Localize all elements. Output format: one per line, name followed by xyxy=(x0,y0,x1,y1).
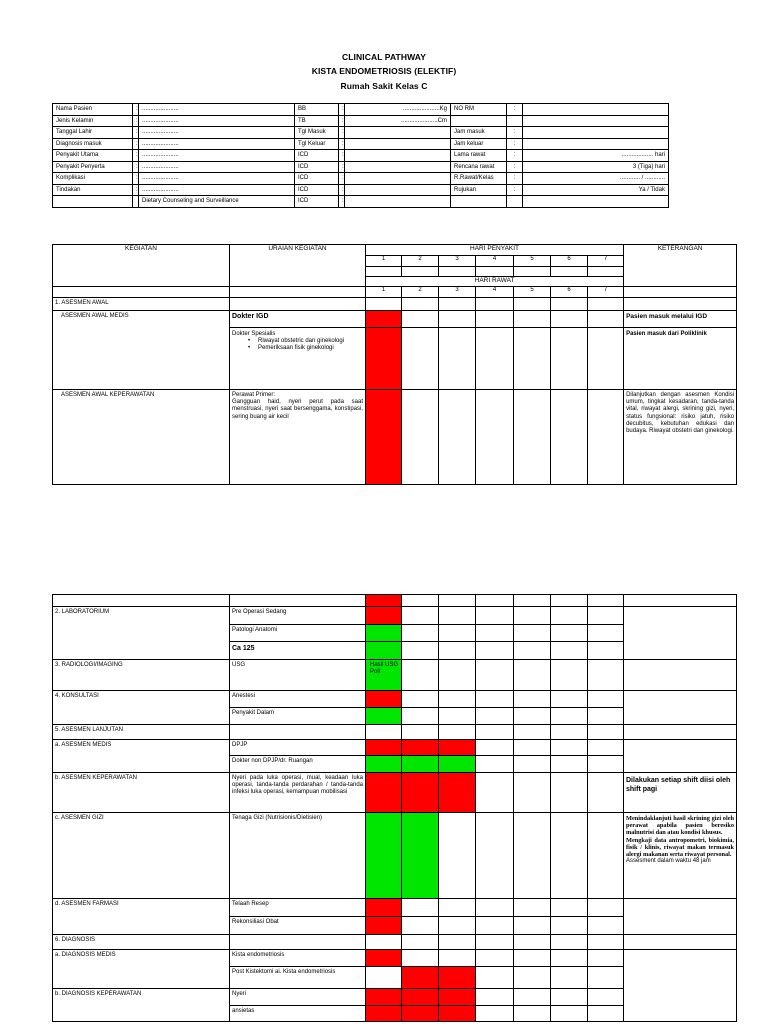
marker-red xyxy=(439,740,476,756)
marker-red xyxy=(366,595,402,607)
dpjp: DPJP xyxy=(230,740,366,756)
info-label: NO RM xyxy=(451,104,507,116)
info-row xyxy=(53,161,669,173)
info-label xyxy=(451,115,507,127)
perawat-primer-cell xyxy=(230,390,366,485)
marker-red xyxy=(366,328,402,390)
info-value xyxy=(345,138,451,150)
info-colon: : xyxy=(339,196,345,208)
document-title: CLINICAL PATHWAY xyxy=(342,52,426,62)
marker-red xyxy=(366,1006,402,1022)
info-value xyxy=(523,115,669,127)
info-colon: : xyxy=(133,127,139,139)
info-label: ICD xyxy=(295,150,339,162)
info-label: Penyakit Utama xyxy=(53,150,133,162)
marker-red xyxy=(402,989,439,1006)
usg-note: Hasil USG Poli xyxy=(366,660,402,691)
marker-red xyxy=(402,1006,439,1022)
asesmen-keperawatan-label: b. ASESMEN KEPERAWATAN xyxy=(53,773,230,813)
dokter-non-dpjp: Dokter non DPJP/dr. Ruangan xyxy=(230,756,366,773)
marker-green xyxy=(366,756,402,773)
info-value xyxy=(345,150,451,162)
asesmen-awal-medis-label: ASESMEN AWAL MEDIS xyxy=(53,311,230,390)
info-row xyxy=(53,138,669,150)
info-label: ICD xyxy=(295,196,339,208)
info-row xyxy=(53,127,669,139)
patologi-anatomi: Patologi Anatomi xyxy=(230,625,366,642)
perawat-text: Gangguan haid, nyeri perut pada saat menstruasi, nyeri saat bersenggama, konstipasi, sering buang air kecil xyxy=(232,399,363,420)
marker-green xyxy=(366,813,402,899)
dokter-spesialis-cell xyxy=(230,328,366,390)
info-label: Jam keluar xyxy=(451,138,507,150)
info-colon xyxy=(507,115,523,127)
info-value: ...................... xyxy=(139,161,295,173)
info-value: ...................... xyxy=(139,138,295,150)
info-colon: : xyxy=(133,138,139,150)
info-value xyxy=(345,173,451,185)
info-label: TB xyxy=(295,115,339,127)
info-row xyxy=(53,104,669,116)
asesmen-medis-label: a. ASESMEN MEDIS xyxy=(53,740,230,773)
info-label: Jam masuk xyxy=(451,127,507,139)
info-label: Lama rawat xyxy=(451,150,507,162)
info-label: Nama Pasien xyxy=(53,104,133,116)
info-label: Diagnosis masuk xyxy=(53,138,133,150)
info-value: ...................... xyxy=(139,173,295,185)
day-1-2: 2 xyxy=(402,256,439,267)
marker-red xyxy=(366,390,402,485)
ket-poli: Pasien masuk dari Poliklinik xyxy=(624,328,737,390)
info-value: ...................... xyxy=(139,127,295,139)
info-value xyxy=(345,127,451,139)
ket-shift: Dilakukan setiap shift diisi oleh shift pagi xyxy=(624,773,737,813)
kista-endometriosis: Kista endometriosis xyxy=(230,950,366,967)
marker-red xyxy=(366,989,402,1006)
info-value xyxy=(523,138,669,150)
info-value xyxy=(523,104,669,116)
info-value: ...................... xyxy=(139,115,295,127)
diagnosis-medis-label: a. DIAGNOSIS MEDIS xyxy=(53,950,230,989)
marker-red xyxy=(366,950,402,967)
marker-red xyxy=(439,1006,476,1022)
laboratorium-section: 2. LABORATORIUM xyxy=(53,607,230,660)
usg: USG xyxy=(230,660,366,691)
info-value xyxy=(345,196,451,208)
marker-red xyxy=(402,773,439,813)
marker-red xyxy=(366,691,402,708)
post-kistektomi: Post Kistektomi ai. Kista endometriosis xyxy=(230,967,366,989)
info-value: Dietary Counseling and Surveillance xyxy=(139,196,295,208)
marker-red xyxy=(366,740,402,756)
ket-gizi-2: Mengkaji data antropometri, biokimia, fisik / klinis, riwayat makan termasuk alergi makanan serta riwayat personal. xyxy=(626,836,734,859)
marker-red xyxy=(402,967,439,989)
info-colon: : xyxy=(133,173,139,185)
info-label xyxy=(451,196,507,208)
info-value: Ya / Tidak xyxy=(523,184,669,196)
info-colon xyxy=(507,196,523,208)
asesmen-farmasi-label: d. ASESMEN FARMASI xyxy=(53,899,230,935)
nyeri: Nyeri xyxy=(230,989,366,1006)
day-2-1: 1 xyxy=(366,287,402,298)
info-colon: : xyxy=(339,173,345,185)
info-value: ...................... xyxy=(139,150,295,162)
marker-green xyxy=(439,756,476,773)
info-colon: : xyxy=(133,104,139,116)
info-colon: : xyxy=(507,127,523,139)
info-value xyxy=(345,161,451,173)
info-label: Rencana rawat xyxy=(451,161,507,173)
info-label: ICD xyxy=(295,173,339,185)
marker-green xyxy=(366,708,402,725)
info-value: ......................Cm xyxy=(345,115,451,127)
info-colon: : xyxy=(339,184,345,196)
asesmen-awal-keperawatan-label: ASESMEN AWAL KEPERAWATAN xyxy=(53,390,230,485)
info-value: ...................... xyxy=(139,104,295,116)
dokter-igd: Dokter IGD xyxy=(230,311,366,328)
day-1-5: 5 xyxy=(514,256,551,267)
info-value: ............ / ............ xyxy=(523,173,669,185)
telaah-resep: Telaah Resep xyxy=(230,899,366,917)
marker-red xyxy=(439,773,476,813)
marker-green xyxy=(366,642,402,660)
day-2-2: 2 xyxy=(402,287,439,298)
hari-rawat-header: HARI RAWAT xyxy=(366,277,624,287)
patient-info-table xyxy=(52,103,669,208)
marker-red xyxy=(402,740,439,756)
marker-red xyxy=(439,967,476,989)
day-1-7: 7 xyxy=(588,256,624,267)
info-colon: : xyxy=(339,104,345,116)
info-label: Tgl Masuk xyxy=(295,127,339,139)
perawat-primer: Perawat Primer: xyxy=(232,392,276,398)
info-colon: : xyxy=(339,127,345,139)
marker-green xyxy=(402,756,439,773)
info-row xyxy=(53,150,669,162)
ket-keperawatan: Dilanjutkan dengan asesmen Kondisi umum, tingkat kesadaran, tanda-tanda vital, riwayat alergi, skrining gizi, nyeri, status fungsional: risiko jatuh, risiko decubitus, kebutuhan edukasi dan budaya. Riwayat obstetri dan ginekologi. xyxy=(624,390,737,485)
info-label: Tindakan xyxy=(53,184,133,196)
hospital-class: Rumah Sakit Kelas C xyxy=(340,81,428,91)
info-label: ICD xyxy=(295,184,339,196)
info-colon: : xyxy=(339,150,345,162)
marker-green xyxy=(366,625,402,642)
info-label: Tanggal Lahir xyxy=(53,127,133,139)
tenaga-gizi: Tenaga Gizi (Nutrisionis/Dietisien) xyxy=(230,813,366,899)
day-1-3: 3 xyxy=(439,256,476,267)
info-label: R.Rawat/Kelas xyxy=(451,173,507,185)
info-colon: : xyxy=(339,115,345,127)
info-value: ................... hari xyxy=(523,150,669,162)
radiologi-section: 3. RADIOLOGI/IMAGING xyxy=(53,660,230,691)
ca125: Ca 125 xyxy=(230,642,366,660)
info-label: ICD xyxy=(295,161,339,173)
pathway-table-top xyxy=(52,244,737,485)
info-colon: : xyxy=(133,161,139,173)
day-2-6: 6 xyxy=(551,287,588,298)
marker-red xyxy=(366,773,402,813)
info-label: BB xyxy=(295,104,339,116)
info-row xyxy=(53,184,669,196)
info-colon: : xyxy=(507,161,523,173)
dokter-spesialis: Dokter Spesialis xyxy=(232,331,276,337)
info-label: Rujukan xyxy=(451,184,507,196)
info-label: Komplikasi xyxy=(53,173,133,185)
day-1-6: 6 xyxy=(551,256,588,267)
info-value xyxy=(523,127,669,139)
info-row xyxy=(53,115,669,127)
ansietas: ansietas xyxy=(230,1006,366,1022)
info-row xyxy=(53,196,669,208)
ket-gizi-cell xyxy=(624,813,737,899)
info-colon: : xyxy=(507,138,523,150)
day-2-5: 5 xyxy=(514,287,551,298)
day-2-7: 7 xyxy=(588,287,624,298)
info-row xyxy=(53,173,669,185)
marker-red xyxy=(439,989,476,1006)
info-value: ...................... xyxy=(139,184,295,196)
info-label: Penyakit Penyerta xyxy=(53,161,133,173)
pre-operasi: Pre Operasi Sedang xyxy=(230,607,366,625)
info-value: 3 (Tiga) hari xyxy=(523,161,669,173)
ket-gizi-3: Assesment dalam waktu 48 jam xyxy=(626,858,711,865)
asesmen-awal-section: 1. ASESMEN AWAL xyxy=(53,298,230,311)
diagnosis-section: 6. DIAGNOSIS xyxy=(53,935,230,950)
info-colon: : xyxy=(339,138,345,150)
spesialis-item: • Pemeriksaan fisik ginekologi xyxy=(248,345,363,352)
marker-red xyxy=(366,899,402,917)
info-label xyxy=(53,196,133,208)
info-colon: : xyxy=(133,115,139,127)
keperawatan-text: Nyeri pada luka operasi, mual, keadaan luka operasi, tanda-tanda perdarahan / tanda-tanda infeksi luka operasi, kemampuan mobilisasi xyxy=(230,773,366,813)
info-colon: : xyxy=(507,173,523,185)
marker-red xyxy=(366,917,402,935)
rekonsiliasi-obat: Rekonsiliasi Obat xyxy=(230,917,366,935)
spesialis-item: • Riwayat obstetric dan ginekologi xyxy=(248,338,363,345)
info-value xyxy=(523,196,669,208)
info-colon: : xyxy=(507,150,523,162)
info-colon: : xyxy=(133,184,139,196)
keterangan-header: KETERANGAN xyxy=(624,245,737,287)
penyakit-dalam: Penyakit Dalam xyxy=(230,708,366,725)
info-label: Tgl Keluar xyxy=(295,138,339,150)
marker-green xyxy=(402,813,439,899)
document-subtitle: KISTA ENDOMETRIOSIS (ELEKTIF) xyxy=(311,66,457,76)
ket-gizi-1: Menindaklanjuti hasil skrining gizi oleh perawat apabila pasien beresiko malnutrisi dan atau kondisi khusus. xyxy=(626,815,734,837)
asesmen-gizi-label: c. ASESMEN GIZI xyxy=(53,813,230,899)
kegiatan-header: KEGIATAN xyxy=(53,245,230,287)
info-value xyxy=(345,184,451,196)
marker-red xyxy=(366,607,402,625)
konsultasi-section: 4. KONSULTASI xyxy=(53,691,230,725)
info-label: Jenis Kelamin xyxy=(53,115,133,127)
day-1-1: 1 xyxy=(366,256,402,267)
day-2-3: 3 xyxy=(439,287,476,298)
info-colon: : xyxy=(339,161,345,173)
info-colon: : xyxy=(133,150,139,162)
info-colon: : xyxy=(507,184,523,196)
info-value: ......................Kg xyxy=(345,104,451,116)
marker-red xyxy=(366,311,402,328)
anestesi: Anestesi xyxy=(230,691,366,708)
asesmen-lanjutan-section: 5. ASESMEN LANJUTAN xyxy=(53,725,230,740)
diagnosis-keperawatan-label: b. DIAGNOSIS KEPERAWATAN xyxy=(53,989,230,1022)
ket-igd: Pasien masuk melalui IGD xyxy=(624,311,737,328)
day-1-4: 4 xyxy=(476,256,514,267)
hari-penyakit-header: HARI PENYAKIT xyxy=(366,245,624,256)
day-2-4: 4 xyxy=(476,287,514,298)
info-colon: : xyxy=(507,104,523,116)
pathway-table-bottom xyxy=(52,594,737,1022)
uraian-header: URAIAN KEGIATAN xyxy=(230,245,366,287)
